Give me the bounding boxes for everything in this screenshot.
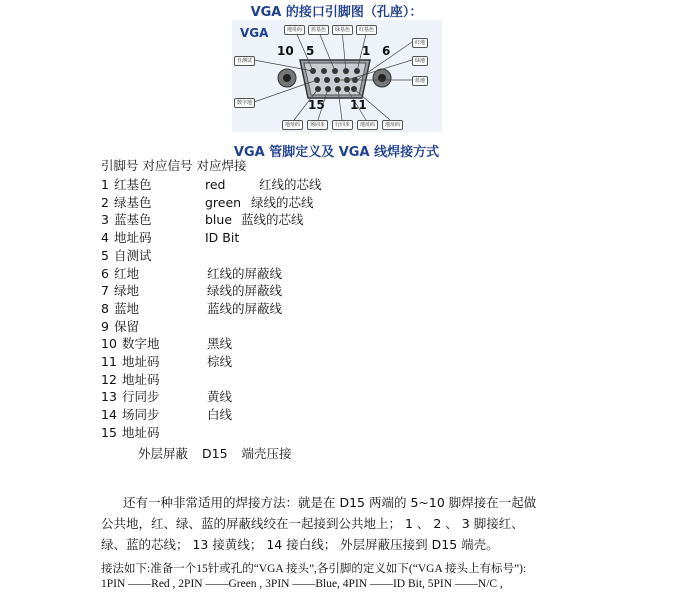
pin-number-15: 15	[308, 98, 325, 112]
pin-number-11: 11	[350, 98, 367, 112]
pin-number: 7	[101, 283, 109, 299]
table-row	[101, 266, 361, 282]
wire-color: ID Bit	[205, 230, 240, 246]
tag-bottom-address-3: 地址码	[382, 120, 403, 130]
table-row	[101, 248, 361, 264]
table-row	[101, 301, 361, 317]
wire-note: 棕线	[207, 354, 233, 369]
shield-note: 端壳压接	[241, 446, 292, 461]
table-row	[101, 372, 361, 388]
pin-number: 9	[101, 318, 109, 334]
pin-number: 12	[101, 371, 117, 387]
tag-top-blue: 蓝基色	[308, 25, 329, 35]
table-row	[101, 425, 361, 441]
pin-number: 14	[101, 407, 117, 423]
pin-signal: 地址码	[122, 371, 160, 387]
wire-note: 绿线的芯线	[251, 194, 314, 210]
tag-right-blue-ground: 蓝地	[412, 76, 428, 86]
pin-signal: 红地	[114, 265, 140, 281]
pin-hole	[324, 77, 330, 83]
table-row	[101, 195, 361, 211]
paragraph-line-1: 还有一种非常适用的焊接方法：就是在 D15 两端的 5~10 脚焊接在一起做	[123, 495, 537, 510]
method-line: 接法如下:准备一个15针或孔的“VGA 接头”,各引脚的定义如下(“VGA 接头上有标号”):	[101, 563, 527, 575]
pin-signal: 地址码	[122, 354, 160, 369]
shield-row	[138, 446, 292, 462]
pin-number-10: 10	[277, 44, 294, 58]
tag-left-digital-ground: 数字地	[234, 98, 255, 108]
tag-bottom-address-2: 地址码	[357, 120, 378, 130]
tag-top-red: 红基色	[356, 25, 377, 35]
tag-top-address: 地址码	[284, 25, 305, 35]
pin-signal: 蓝基色	[114, 212, 152, 228]
right-screw-hole	[378, 74, 386, 82]
tag-right-red-ground: 红地	[412, 38, 428, 48]
pin-signal: 场同步	[122, 407, 160, 423]
pin-number-1: 1	[362, 44, 371, 58]
wire-note: 绿线的屏蔽线	[207, 283, 283, 299]
wire-note: 白线	[207, 407, 233, 423]
wire-color: blue	[205, 212, 233, 228]
page-title-pinout: VGA 的接口引脚图（孔座）：	[250, 5, 423, 20]
pin-hole	[321, 68, 327, 74]
pin-signal: 数字地	[122, 336, 160, 352]
pin-number: 10	[101, 336, 117, 352]
wire-note: 黑线	[207, 336, 233, 352]
pin-number: 13	[101, 389, 117, 405]
pin-signal: 地址码	[122, 424, 160, 440]
vga-label: VGA	[240, 26, 269, 40]
pin-signal: 红基色	[114, 177, 152, 192]
table-row	[101, 177, 361, 193]
wire-note: 红线的屏蔽线	[207, 265, 283, 281]
pin-number-5: 5	[306, 44, 315, 58]
table-row	[101, 230, 361, 246]
shield-wire: D15	[202, 446, 228, 461]
pin-number: 11	[101, 354, 117, 369]
tag-bottom-address-1: 地址码	[282, 120, 303, 130]
pin-signal: 自测试	[114, 247, 152, 263]
pin-number: 4	[101, 230, 109, 246]
pin-signal: 保留	[114, 318, 140, 334]
wire-note: 黄线	[207, 389, 233, 405]
pin-number: 2	[101, 194, 109, 210]
tag-bottom-hsync: 行同步	[332, 120, 353, 130]
pin-number-6: 6	[382, 44, 391, 58]
pin-number: 15	[101, 424, 117, 440]
tag-top-green: 绿基色	[332, 25, 353, 35]
pin-number: 3	[101, 212, 109, 228]
pin-number: 1	[101, 177, 109, 192]
vga-connector-diagram	[232, 20, 442, 132]
table-row	[101, 354, 361, 370]
table-row	[101, 407, 361, 423]
pin-assignment-line: 1PIN ——Red , 2PIN ——Green , 3PIN ——Blue, 4PIN ——ID Bit, 5PIN ——N/C ,	[101, 578, 503, 590]
section-title-wiring: VGA 管脚定义及 VGA 线焊接方式	[233, 145, 440, 160]
pin-signal: 行同步	[122, 389, 160, 405]
shield-signal: 外层屏蔽	[138, 446, 189, 461]
pin-signal: 蓝地	[114, 300, 140, 316]
table-row	[101, 212, 361, 228]
wire-color: green	[205, 194, 242, 210]
pin-signal: 绿地	[114, 283, 140, 299]
tag-left-self-test: 自测试	[234, 56, 255, 66]
wire-note: 蓝线的芯线	[241, 212, 304, 228]
left-screw-hole	[283, 74, 291, 82]
pin-number: 5	[101, 247, 109, 263]
wire-note: 红线的芯线	[259, 177, 322, 192]
paragraph-line-2: 公共地，红、绿、蓝的屏蔽线绞在一起接到公共地上； 1 、 2 、 3 脚接红、	[101, 516, 524, 531]
pin-signal: 绿基色	[114, 194, 152, 210]
pin-number: 8	[101, 300, 109, 316]
table-row	[101, 283, 361, 299]
tag-bottom-vsync: 场同步	[307, 120, 328, 130]
wire-note: 蓝线的屏蔽线	[207, 300, 283, 316]
table-row	[101, 389, 361, 405]
pin-signal: 地址码	[114, 230, 152, 246]
wire-color: red	[205, 177, 226, 192]
paragraph-line-3: 绿、蓝的芯线； 13 接黄线； 14 接白线； 外层屏蔽压接到 D15 端壳。	[101, 537, 499, 552]
table-row	[101, 336, 361, 352]
table-header: 引脚号 对应信号 对应焊接	[101, 158, 247, 173]
table-row	[101, 319, 361, 335]
tag-right-green-ground: 绿地	[412, 56, 428, 66]
pin-number: 6	[101, 265, 109, 281]
